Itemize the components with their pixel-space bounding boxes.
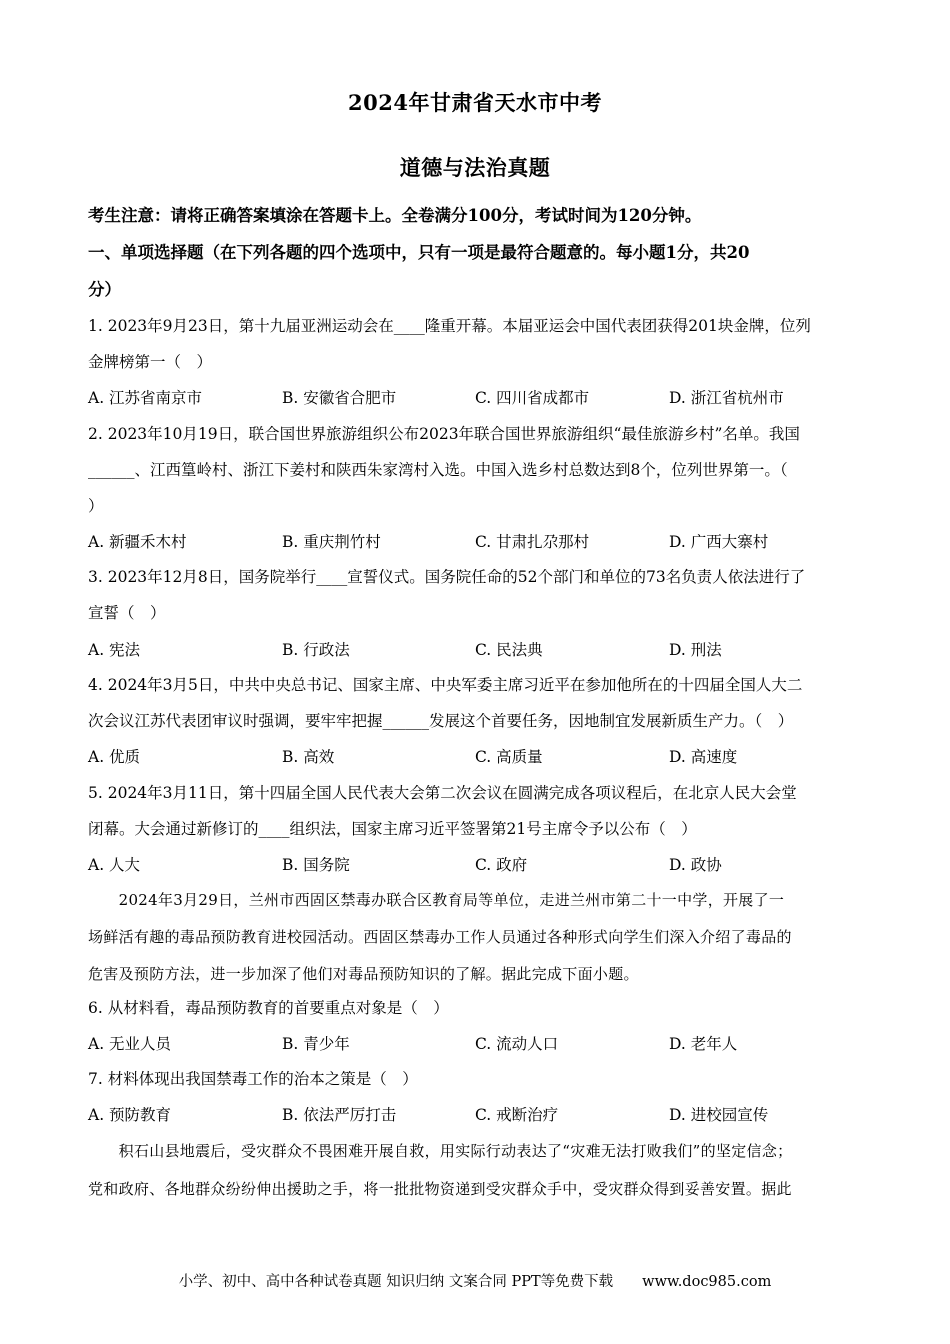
material-1-line3: 危害及预防方法，进一步加深了他们对毒品预防知识的了解。据此完成下面小题。 xyxy=(88,965,639,983)
option-c: C. 四川省成都市 xyxy=(475,389,590,407)
question-3-line1: 3. 2023年12月8日，国务院举行____宣誓仪式。国务院任命的52个部门和单位的73名负责人依法进行了 xyxy=(88,568,806,586)
question-4-line2: 次会议江苏代表团审议时强调，要牢牢把握______发展这个首要任务，因地制宜发展新质生产力。（ ） xyxy=(88,712,794,730)
option-a: A. 优质 xyxy=(88,748,141,766)
question-2-line2: ______、江西篁岭村、浙江下姜村和陕西朱家湾村入选。中国入选乡村总数达到8个，位列世界第一。（ xyxy=(88,461,788,479)
option-a: A. 江苏省南京市 xyxy=(88,389,203,407)
question-3-options xyxy=(88,640,863,660)
question-2-line1: 2. 2023年10月19日，联合国世界旅游组织公布2023年联合国世界旅游组织“最佳旅游乡村”名单。我国 xyxy=(88,425,800,443)
option-d: D. 刑法 xyxy=(669,641,722,659)
question-6-line1: 6. 从材料看，毒品预防教育的首要重点对象是（ ） xyxy=(88,999,449,1017)
option-b: B. 安徽省合肥市 xyxy=(282,389,397,407)
option-b: B. 重庆荆竹村 xyxy=(282,533,381,551)
option-d: D. 政协 xyxy=(669,856,722,874)
option-a: A. 新疆禾木村 xyxy=(88,533,187,551)
question-4-options xyxy=(88,747,863,767)
option-c: C. 戒断治疗 xyxy=(475,1106,559,1124)
question-6-options xyxy=(88,1034,863,1054)
option-c: C. 流动人口 xyxy=(475,1035,559,1053)
option-b: B. 行政法 xyxy=(282,641,350,659)
question-1-line2: 金牌榜第一（ ） xyxy=(88,353,213,371)
question-4-line1: 4. 2024年3月5日，中共中央总书记、国家主席、中央军委主席习近平在参加他所在的十四届全国人大二 xyxy=(88,676,803,694)
option-a: A. 预防教育 xyxy=(88,1106,172,1124)
option-c: C. 高质量 xyxy=(475,748,543,766)
question-2-options xyxy=(88,532,863,552)
option-a: A. 宪法 xyxy=(88,641,141,659)
notice: 考生注意：请将正确答案填涂在答题卡上。全卷满分100分，考试时间为120分钟。 xyxy=(88,206,702,225)
option-d: D. 进校园宣传 xyxy=(669,1106,769,1124)
material-2-line2: 党和政府、各地群众纷纷伸出援助之手，将一批批物资递到受灾群众手中，受灾群众得到妥善安置。据此 xyxy=(88,1180,792,1198)
option-d: D. 高速度 xyxy=(669,748,738,766)
section-heading-line1: 一、单项选择题（在下列各题的四个选项中，只有一项是最符合题意的。每小题1分，共20 xyxy=(88,243,750,262)
question-7-options xyxy=(88,1105,863,1125)
option-c: C. 民法典 xyxy=(475,641,543,659)
question-1-options xyxy=(88,388,863,408)
page-footer: 小学、初中、高中各种试卷真题 知识归纳 文案合同 PPT等免费下载 www.doc985.com xyxy=(178,1274,772,1290)
option-b: B. 高效 xyxy=(282,748,335,766)
option-b: B. 青少年 xyxy=(282,1035,350,1053)
option-b: B. 国务院 xyxy=(282,856,350,874)
question-3-line2: 宣誓（ ） xyxy=(88,604,166,622)
question-7-line1: 7. 材料体现出我国禁毒工作的治本之策是（ ） xyxy=(88,1070,418,1088)
material-1-line2: 场鲜活有趣的毒品预防教育进校园活动。西固区禁毒办工作人员通过各种形式向学生们深入介绍了毒品的 xyxy=(88,928,792,946)
option-a: A. 人大 xyxy=(88,856,141,874)
question-1-line1: 1. 2023年9月23日，第十九届亚洲运动会在____隆重开幕。本届亚运会中国代表团获得201块金牌，位列 xyxy=(88,317,811,335)
option-d: D. 广西大寨村 xyxy=(669,533,769,551)
material-1-line1: 2024年3月29日，兰州市西固区禁毒办联合区教育局等单位，走进兰州市第二十一中学，开展了一 xyxy=(88,891,785,909)
option-a: A. 无业人员 xyxy=(88,1035,172,1053)
option-c: C. 政府 xyxy=(475,856,528,874)
question-5-line1: 5. 2024年3月11日，第十四届全国人民代表大会第二次会议在圆满完成各项议程后，在北京人民大会堂 xyxy=(88,784,797,802)
exam-title: 2024年甘肃省天水市中考 xyxy=(348,90,602,115)
option-c: C. 甘肃扎尕那村 xyxy=(475,533,590,551)
option-b: B. 依法严厉打击 xyxy=(282,1106,397,1124)
exam-subtitle: 道德与法治真题 xyxy=(399,155,551,180)
section-heading-line2: 分） xyxy=(88,280,121,299)
question-5-options xyxy=(88,855,863,875)
material-2-line1: 积石山县地震后，受灾群众不畏困难开展自救，用实际行动表达了“灾难无法打败我们”的坚定信念； xyxy=(88,1142,793,1160)
option-d: D. 老年人 xyxy=(669,1035,738,1053)
question-2-line3: ） xyxy=(88,497,104,515)
question-5-line2: 闭幕。大会通过新修订的____组织法，国家主席习近平签署第21号主席令予以公布（ ） xyxy=(88,820,697,838)
option-d: D. 浙江省杭州市 xyxy=(669,389,784,407)
